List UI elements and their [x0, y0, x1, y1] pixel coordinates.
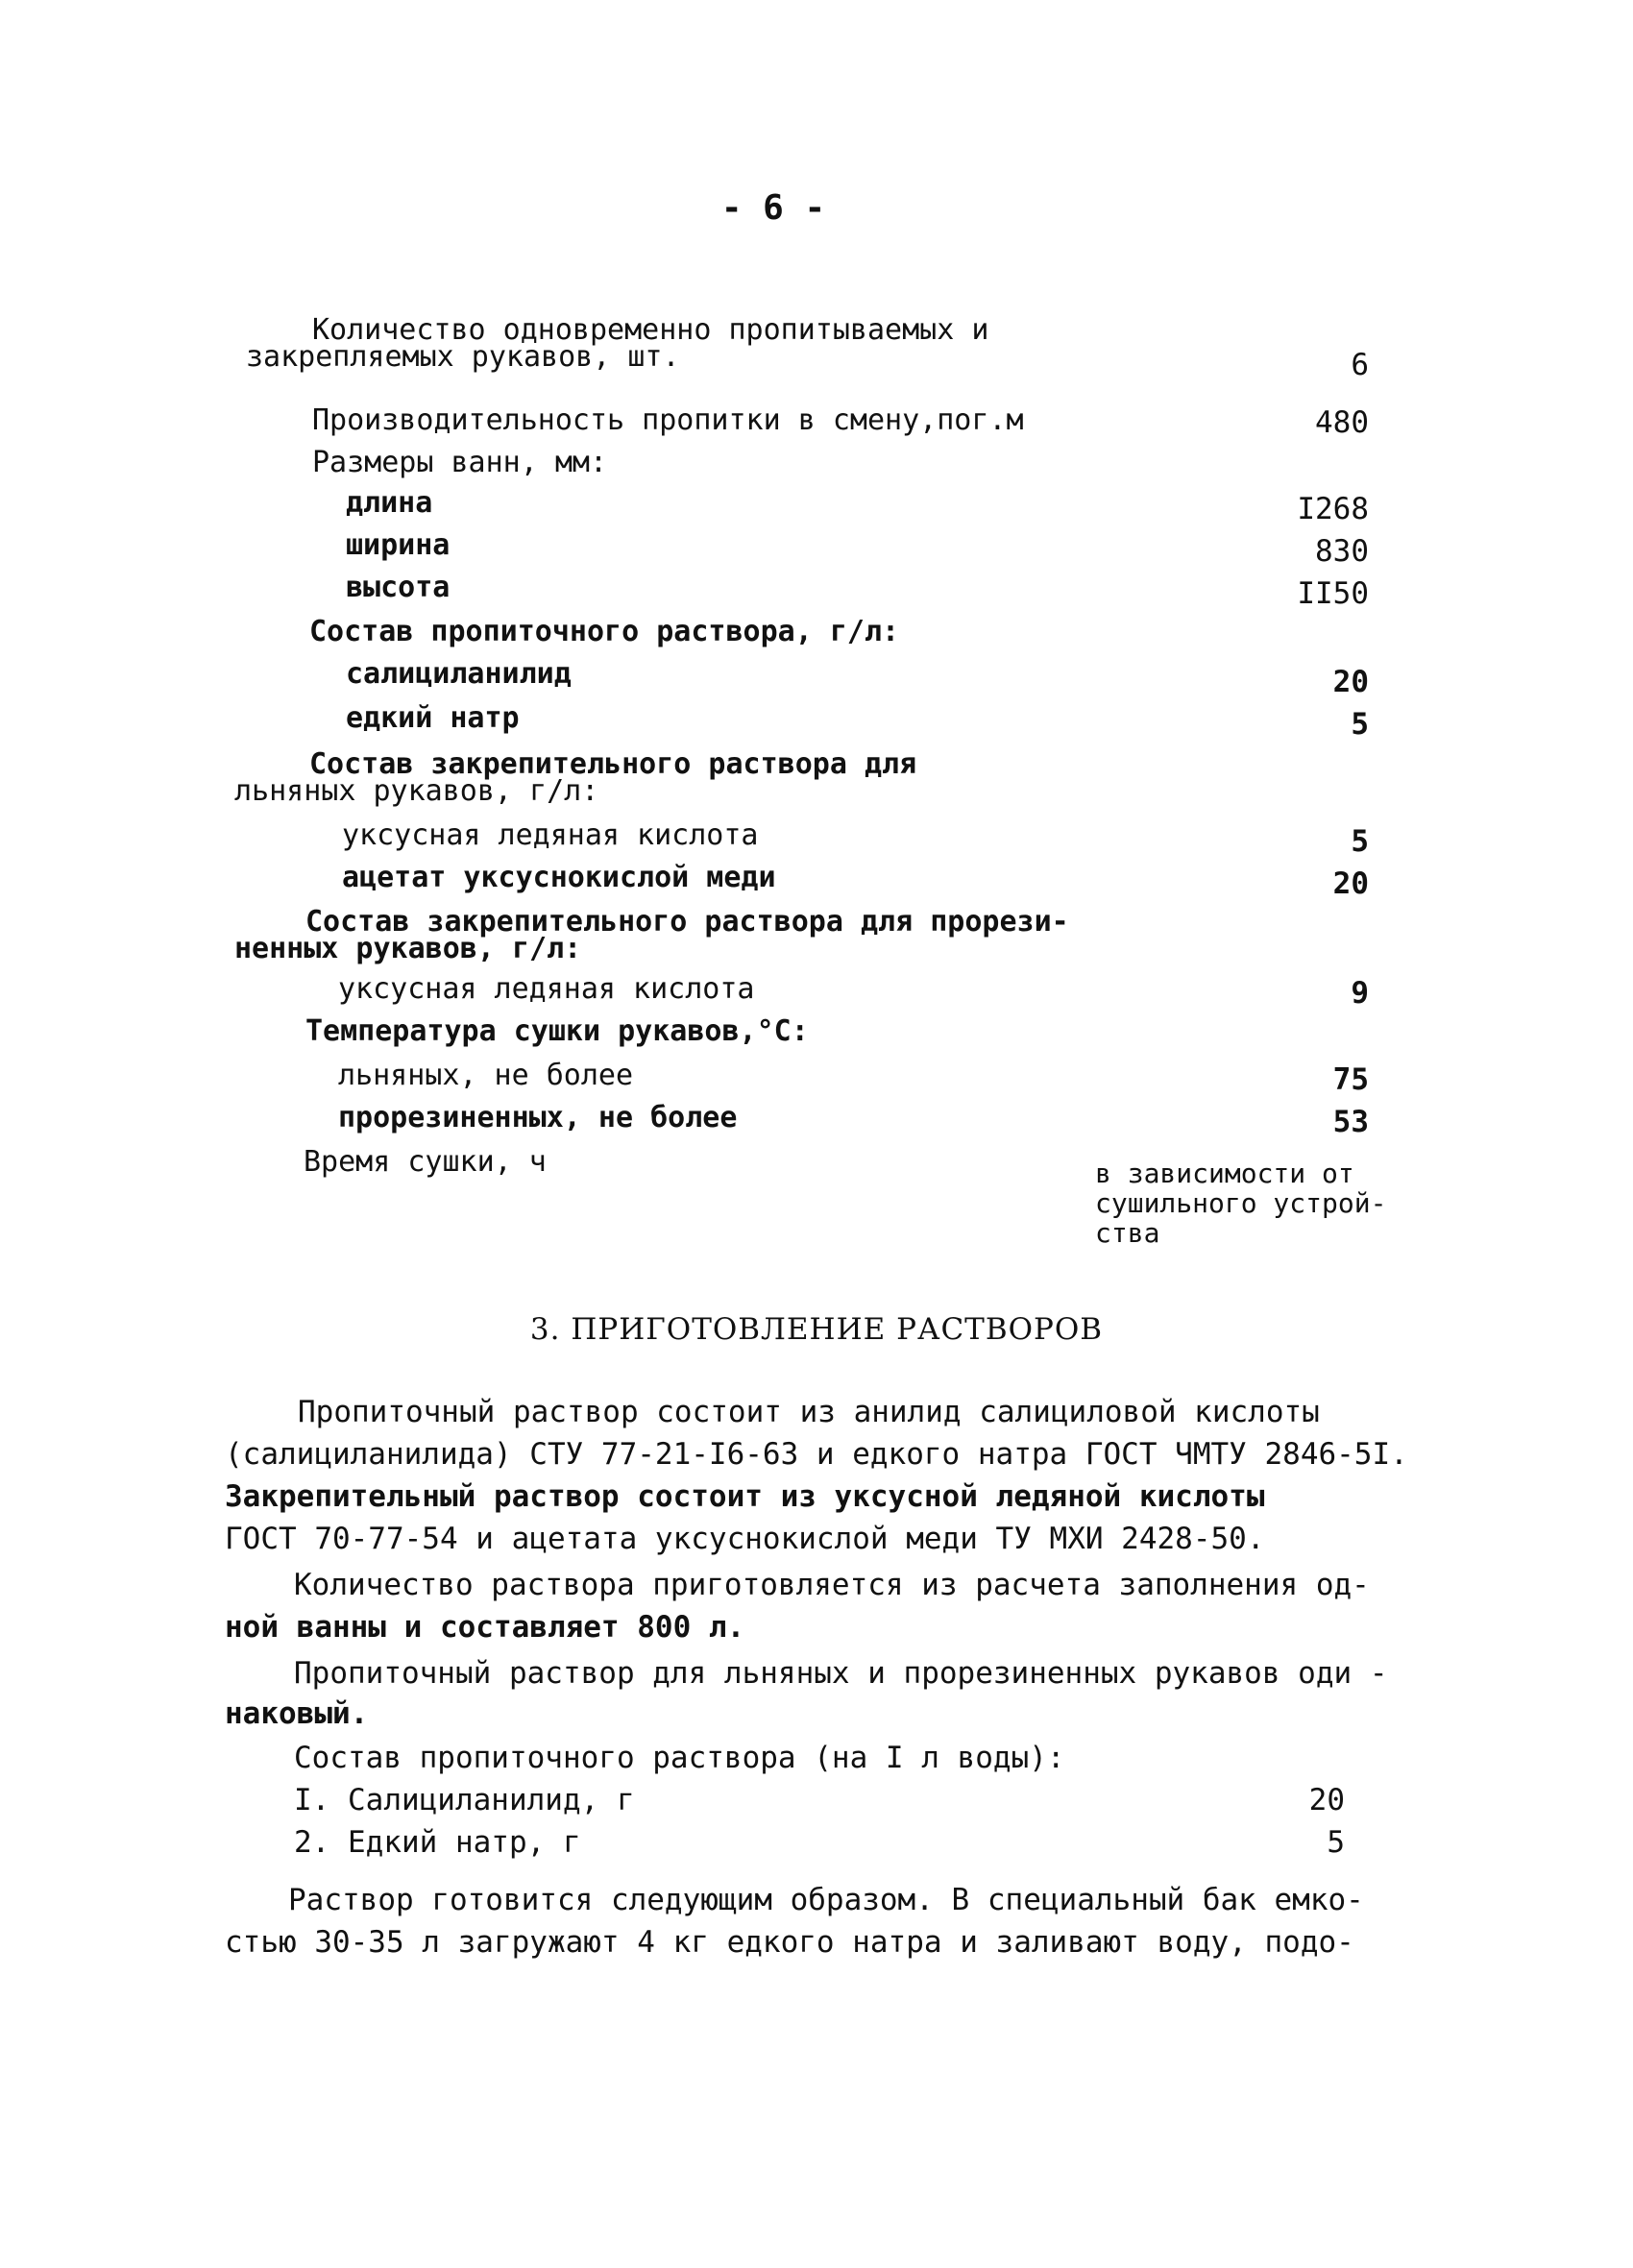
width-value: 830 — [1315, 534, 1369, 569]
fixing-rubber-label-line2: ненных рукавов, г/л: — [234, 932, 582, 965]
drying-note-line1: в зависимости от — [1095, 1158, 1354, 1189]
paragraph-1-line3: Закрепительный раствор состоит из уксусной ледяной кислоты — [225, 1479, 1265, 1514]
acetic-acid-label: уксусная ледяная кислота — [342, 818, 759, 852]
caustic-soda-label: едкий натр — [346, 701, 520, 735]
paragraph-2-line2: ной ванны и составляет 800 л. — [225, 1610, 745, 1645]
length-label: длина — [346, 486, 433, 520]
paragraph-3-line2: наковый. — [225, 1696, 369, 1731]
paragraph-2-line1: Количество раствора приготовляется из расчета заполнения од- — [294, 1568, 1370, 1602]
section-title: 3. ПРИГОТОВЛЕНИЕ РАСТВОРОВ — [529, 1312, 1104, 1347]
count-label-line2: закрепляемых рукавов, шт. — [246, 340, 680, 374]
drying-temperature-label: Температура сушки рукавов,°С: — [305, 1014, 809, 1048]
caustic-soda-value: 5 — [1351, 707, 1369, 742]
salicylanilide-label: салициланилид — [346, 657, 572, 691]
salicylanilide-value: 20 — [1332, 665, 1369, 699]
paragraph-1-line4: ГОСТ 70-77-54 и ацетата уксуснокислой меди ТУ МХИ 2428-50. — [225, 1522, 1265, 1556]
linen-temperature-label: льняных, не более — [338, 1059, 634, 1092]
fixing-rubber-label-line1: Состав закрепительного раствора для прорези- — [305, 905, 1069, 939]
item-2-value: 5 — [1327, 1825, 1345, 1860]
paragraph-1-line1: Пропиточный раствор состоит из анилид салициловой кислоты — [298, 1395, 1320, 1429]
width-label: ширина — [346, 528, 451, 562]
productivity-value: 480 — [1315, 405, 1369, 440]
paragraph-3-line1: Пропиточный раствор для льняных и прорезиненных рукавов оди - — [294, 1656, 1388, 1691]
item-1-value: 20 — [1308, 1783, 1345, 1817]
drying-time-label: Время сушки, ч — [304, 1145, 547, 1179]
acetic-acid-2-label: уксусная ледяная кислота — [338, 972, 755, 1006]
paragraph-5-line1: Раствор готовится следующим образом. В специальный бак емко- — [288, 1883, 1364, 1917]
drying-note-line2: сушильного устрой- — [1095, 1187, 1387, 1219]
height-value: II50 — [1297, 576, 1369, 611]
copper-acetate-label: ацетат уксуснокислой меди — [342, 861, 776, 894]
copper-acetate-value: 20 — [1332, 866, 1369, 901]
item-2-label: 2. Едкий натр, г — [294, 1825, 581, 1860]
height-label: высота — [346, 571, 451, 604]
acetic-acid-value: 5 — [1351, 824, 1369, 859]
productivity-label: Производительность пропитки в смену,пог.м — [312, 403, 1024, 437]
paragraph-4: Состав пропиточного раствора (на I л воды): — [294, 1741, 1065, 1775]
page-number: - 6 - — [720, 188, 826, 228]
linen-temperature-value: 75 — [1332, 1062, 1369, 1097]
paragraph-5-line2: стью 30-35 л загружают 4 кг едкого натра и заливают воду, подо- — [225, 1925, 1354, 1960]
count-label-line1: Количество одновременно пропитываемых и — [312, 313, 989, 347]
bath-sizes-label: Размеры ванн, мм: — [312, 446, 608, 479]
drying-time-note — [1095, 1158, 1386, 1248]
rubber-temperature-label: прорезиненных, не более — [338, 1101, 738, 1134]
count-value: 6 — [1351, 348, 1369, 382]
item-1-label: I. Салициланилид, г — [294, 1783, 635, 1817]
impregnating-composition-label: Состав пропиточного раствора, г/л: — [309, 615, 900, 648]
acetic-acid-2-value: 9 — [1351, 976, 1369, 1011]
fixing-linen-label-line1: Состав закрепительного раствора для — [309, 747, 917, 781]
length-value: I268 — [1297, 492, 1369, 526]
drying-note-line3: ства — [1095, 1217, 1160, 1249]
paragraph-1-line2: (салициланилида) СТУ 77-21-I6-63 и едкого натра ГОСТ ЧМТУ 2846-5I. — [225, 1437, 1408, 1472]
fixing-linen-label-line2: льняных рукавов, г/л: — [234, 774, 599, 808]
rubber-temperature-value: 53 — [1332, 1105, 1369, 1139]
